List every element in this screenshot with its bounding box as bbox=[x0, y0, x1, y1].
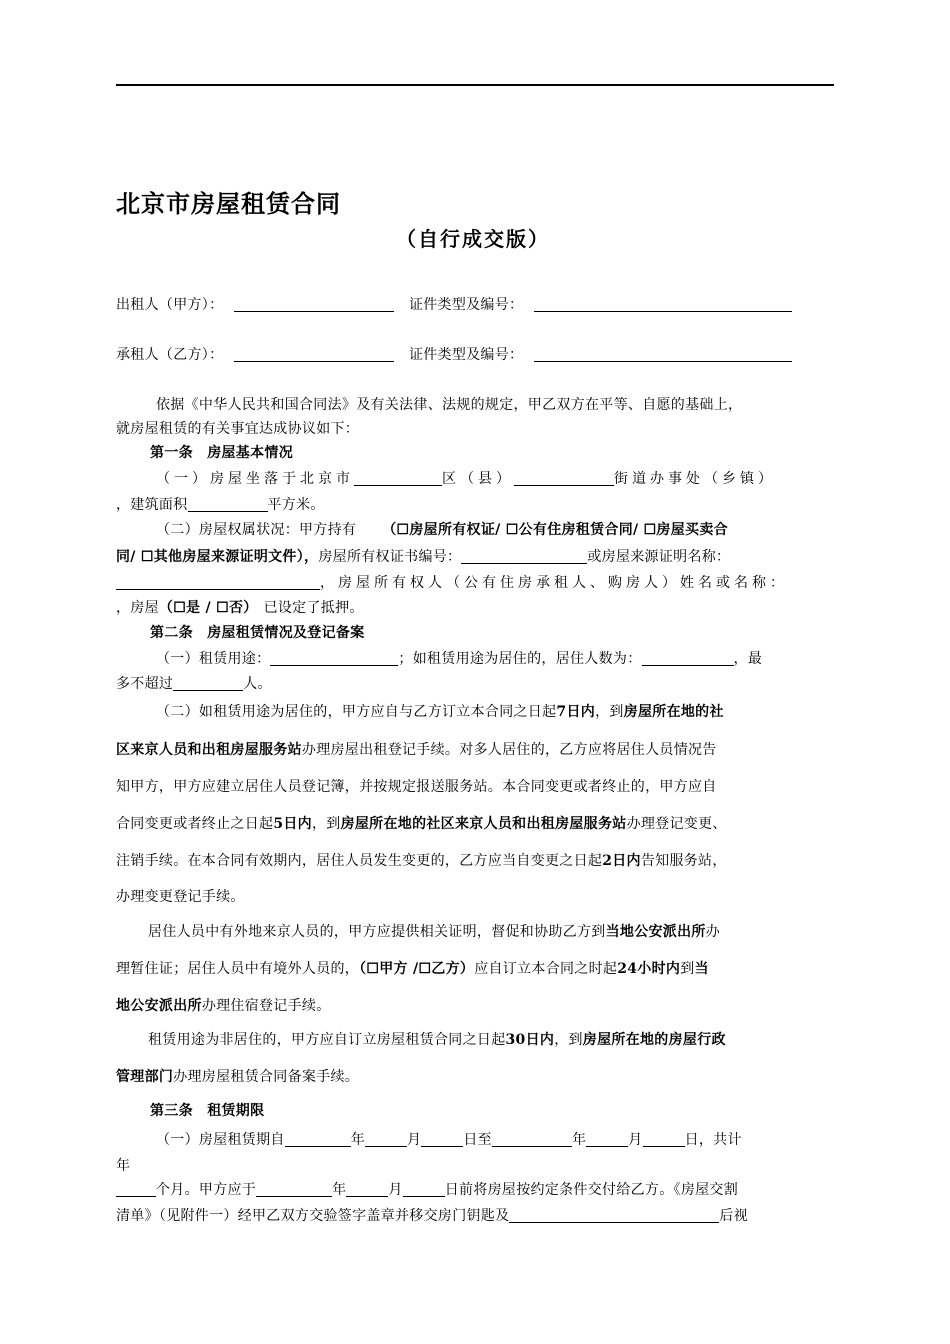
text: 年 bbox=[332, 1182, 347, 1198]
intro-line-2: 就房屋租赁的有关事宜达成协议如下： bbox=[116, 421, 360, 437]
article-2-para-3-line-3 bbox=[116, 995, 331, 1015]
text: 月 bbox=[628, 1132, 643, 1148]
article-3-heading: 第三条 租赁期限 bbox=[150, 1103, 265, 1119]
text: 租赁用途为非居住的，甲方应自订立房屋租赁合同之日起 bbox=[148, 1032, 506, 1048]
party-b-id-blank[interactable] bbox=[534, 347, 792, 362]
end-year-blank[interactable] bbox=[492, 1132, 572, 1147]
article-1-heading: 第一条 房屋基本情况 bbox=[150, 445, 293, 461]
text: 注销手续。在本合同有效期内，居住人员发生变更的，乙方应当自变更之日起 bbox=[116, 853, 603, 869]
text: （一）房屋租赁期自 bbox=[156, 1132, 285, 1148]
text: 清单》（见附件一）经甲乙双方交验签字盖章并移交房门钥匙及 bbox=[116, 1208, 510, 1224]
text: ，房屋所有权人（公有住房承租人、购房人）姓名或名称： bbox=[320, 575, 788, 591]
source-doc-blank[interactable] bbox=[116, 575, 320, 590]
article-2-para-2-line-4 bbox=[116, 813, 727, 833]
usage-blank[interactable] bbox=[270, 651, 398, 666]
text: 月 bbox=[388, 1182, 403, 1198]
text: 平方米。 bbox=[267, 497, 325, 513]
document-subtitle: （自行成交版） bbox=[396, 227, 550, 251]
document-title: 北京市房屋租赁合同 bbox=[116, 189, 341, 218]
text: 到 bbox=[680, 961, 695, 977]
text: 房屋所有权证书编号： bbox=[318, 549, 462, 565]
text: 办 bbox=[705, 924, 721, 940]
text: 地公安派出所 bbox=[116, 998, 202, 1014]
text: 个月。甲方应于 bbox=[156, 1182, 257, 1198]
article-2-para-2-line-5 bbox=[116, 850, 727, 870]
text: 区来京人员和出租房屋服务站 bbox=[116, 742, 302, 758]
text: 管理部门 bbox=[116, 1069, 174, 1085]
text: 应自订立本合同之时起 bbox=[474, 961, 618, 977]
handover-items-blank[interactable] bbox=[509, 1208, 719, 1223]
party-a-label: 出租人（甲方）： bbox=[116, 297, 224, 313]
text: ，到 bbox=[554, 1032, 583, 1048]
text: ，最 bbox=[733, 651, 763, 667]
delivery-month-blank[interactable] bbox=[346, 1182, 388, 1197]
text: 多不超过 bbox=[116, 676, 174, 692]
id-label: 证件类型及编号： bbox=[408, 297, 524, 313]
district-blank[interactable] bbox=[354, 471, 442, 486]
text: 月 bbox=[407, 1132, 422, 1148]
mortgage-options[interactable]: （☐是 / ☐否） bbox=[158, 600, 258, 616]
text: 年 bbox=[350, 1132, 366, 1148]
article-2-heading: 第二条 房屋租赁情况及登记备案 bbox=[150, 625, 365, 641]
article-2-para-2-line-3: 知甲方，甲方应建立居住人员登记簿，并按规定报送服务站。本合同变更或者终止的，甲方应自 bbox=[116, 779, 717, 795]
text: 日至 bbox=[463, 1132, 492, 1148]
text: 已设定了抵押。 bbox=[263, 600, 364, 616]
delivery-year-blank[interactable] bbox=[256, 1182, 332, 1197]
id-label: 证件类型及编号： bbox=[408, 347, 524, 363]
text: ，到 bbox=[595, 704, 624, 720]
start-year-blank[interactable] bbox=[285, 1132, 351, 1147]
text: 房屋所在地的社 bbox=[623, 704, 724, 720]
text: 区（县） bbox=[442, 471, 514, 487]
article-1-para-1 bbox=[156, 468, 776, 488]
text: 理暂住证；居住人员中有境外人员的， bbox=[116, 961, 360, 977]
text: ，房屋 bbox=[116, 600, 159, 616]
text: 房屋所在地的社区来京人员和出租房屋服务站 bbox=[340, 816, 627, 832]
delivery-day-blank[interactable] bbox=[403, 1182, 445, 1197]
party-b-label: 承租人（乙方）： bbox=[116, 347, 224, 363]
article-3-para-1-line-2: 年 bbox=[116, 1158, 131, 1174]
text: 5日内 bbox=[273, 816, 312, 832]
total-months-blank[interactable] bbox=[116, 1182, 156, 1197]
article-3-para-1-line-3 bbox=[116, 1179, 738, 1199]
text: 7日内 bbox=[556, 704, 596, 720]
text: （二）房屋权属状况：甲方持有 bbox=[156, 522, 357, 538]
party-a-id-blank[interactable] bbox=[534, 297, 792, 312]
ownership-options[interactable]: （☐房屋所有权证/ ☐公有住房租赁合同/ ☐房屋买卖合 bbox=[382, 522, 728, 538]
certificate-no-blank[interactable] bbox=[461, 549, 587, 564]
article-2-para-3-line-2 bbox=[116, 958, 709, 978]
end-day-blank[interactable] bbox=[643, 1132, 685, 1147]
occupants-blank[interactable] bbox=[642, 651, 734, 666]
text: 办理住宿登记手续。 bbox=[201, 998, 331, 1014]
text: 2日内 bbox=[602, 853, 641, 869]
text: 后视 bbox=[719, 1208, 749, 1224]
start-month-blank[interactable] bbox=[365, 1132, 407, 1147]
text: 日前将房屋按约定条件交付给乙方。《房屋交割 bbox=[444, 1182, 739, 1198]
article-2-para-2-line-6: 办理变更登记手续。 bbox=[116, 889, 245, 905]
article-1-para-2-line-3 bbox=[116, 572, 788, 592]
text: 30日内 bbox=[505, 1032, 555, 1048]
text: ，建筑面积 bbox=[116, 497, 188, 513]
text: 告知服务站， bbox=[640, 853, 727, 869]
text: （二）如租赁用途为居住的，甲方应自与乙方订立本合同之日起 bbox=[156, 704, 557, 720]
article-1-para-1-cont bbox=[116, 494, 325, 514]
article-2-para-4-line-1 bbox=[148, 1029, 726, 1049]
article-1-para-2-line-2 bbox=[116, 546, 730, 566]
text: （一）房屋坐落于北京市 bbox=[156, 471, 354, 487]
text: 或房屋来源证明名称： bbox=[587, 549, 731, 565]
ownership-options-cont[interactable]: 同/ ☐其他房屋来源证明文件）， bbox=[116, 549, 319, 565]
party-b-line bbox=[116, 344, 792, 364]
text: 街道办事处（乡镇） bbox=[614, 471, 776, 487]
article-2-para-1 bbox=[156, 648, 762, 668]
end-month-blank[interactable] bbox=[586, 1132, 628, 1147]
text: 日，共计 bbox=[684, 1132, 742, 1148]
text: 年 bbox=[571, 1132, 587, 1148]
text: 房屋所在地的房屋行政 bbox=[582, 1032, 726, 1048]
text: 当地公安派出所 bbox=[605, 924, 706, 940]
article-2-para-4-line-2 bbox=[116, 1066, 359, 1086]
party-a-blank[interactable] bbox=[234, 297, 394, 312]
header-rule bbox=[116, 84, 834, 86]
max-occupants-blank[interactable] bbox=[173, 676, 243, 691]
party-a-line bbox=[116, 294, 792, 314]
intro-line-1: 依据《中华人民共和国合同法》及有关法律、法规的规定，甲乙双方在平等、自愿的基础上， bbox=[156, 397, 743, 413]
text: 人。 bbox=[243, 676, 272, 692]
article-1-para-2 bbox=[156, 519, 728, 539]
foreigner-registration-options[interactable]: （☐甲方 /☐乙方） bbox=[359, 961, 475, 977]
text: 当 bbox=[694, 961, 709, 977]
text: 24小时内 bbox=[617, 961, 681, 977]
party-b-blank[interactable] bbox=[234, 347, 394, 362]
article-2-para-2-line-2 bbox=[116, 739, 717, 759]
text: ；如租赁用途为居住的，居住人数为： bbox=[398, 651, 642, 667]
street-blank[interactable] bbox=[514, 471, 614, 486]
article-2-para-3-line-1 bbox=[148, 921, 720, 941]
text: 办理房屋租赁合同备案手续。 bbox=[173, 1069, 360, 1085]
text: ，到 bbox=[311, 816, 341, 832]
text: 合同变更或者终止之日起 bbox=[116, 816, 274, 832]
article-3-para-1-line-4 bbox=[116, 1205, 748, 1225]
text: （一）租赁用途： bbox=[156, 651, 271, 667]
article-2-para-1-cont bbox=[116, 673, 272, 693]
article-3-para-1-line-1 bbox=[156, 1129, 742, 1149]
area-blank[interactable] bbox=[188, 497, 268, 512]
text: 办理房屋出租登记手续。对多人居住的，乙方应将居住人员情况告 bbox=[301, 742, 717, 758]
article-1-para-2-line-4 bbox=[116, 597, 364, 617]
text: 居住人员中有外地来京人员的，甲方应提供相关证明，督促和协助乙方到 bbox=[148, 924, 606, 940]
start-day-blank[interactable] bbox=[421, 1132, 463, 1147]
article-2-para-2-line-1 bbox=[156, 701, 724, 721]
text: 办理登记变更、 bbox=[626, 816, 727, 832]
